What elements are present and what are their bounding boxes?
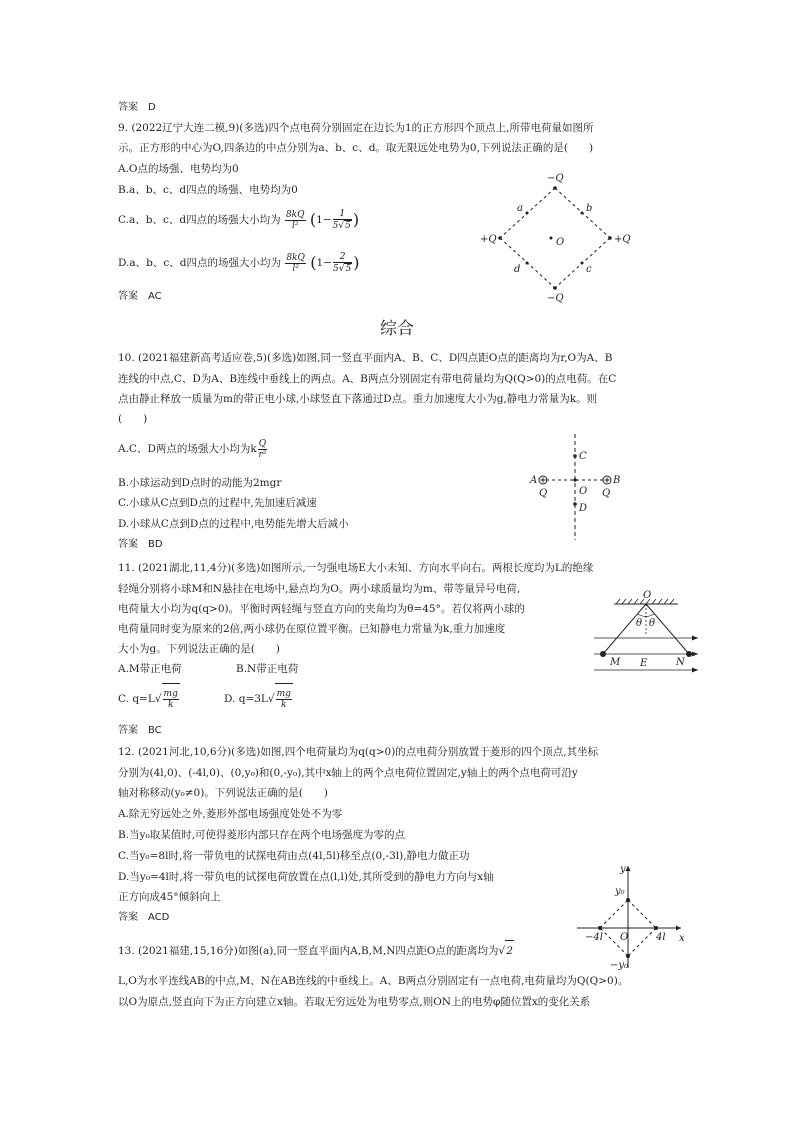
radical-fraction <box>163 689 179 710</box>
q13-stem-line-3: 以O为原点,竖直向下为正方向建立x轴。若取无穷远处为电势零点,则ON上的电势φ随位置x的变化关系 <box>118 996 591 1008</box>
label-neg-4l: −4l <box>585 932 603 943</box>
q9-option-b: B.a、b、c、d四点的场强、电势均为0 <box>118 184 298 196</box>
q11-stem-line-4: 电荷量同时变为原来的2倍,两小球仍在原位置平衡。已知静电力常量为k,重力加速度 <box>118 623 506 635</box>
label-origin: O <box>620 932 629 943</box>
point-d-dot <box>573 502 577 506</box>
q10-stem-line-3: 点由静止释放一质量为m的带正电小球,小球竖直下落通过D点。重力加速度大小为g,静电力常量为k。则 <box>118 393 598 405</box>
fraction-numerator: 8kQ <box>285 209 305 220</box>
close-paren: ) <box>353 253 360 272</box>
field-arrow-icon <box>692 668 698 673</box>
charge-bottom-dot <box>553 286 557 290</box>
field-arrow-icon <box>692 652 698 657</box>
label-d: D <box>579 503 588 514</box>
q9-option-c-small-fraction <box>333 209 352 231</box>
center-dot <box>550 237 553 240</box>
fraction-denominator: k <box>281 699 287 710</box>
midpoint-a-dot <box>526 212 529 215</box>
label-center-o: O <box>556 237 565 248</box>
q10-stem-line-2: 连线的中点,C、D为A、B连线中垂线上的两点。A、B两点分别固定有带电荷量均为Q(Q>0)的点电荷。在C <box>118 373 617 385</box>
ball-m <box>600 651 606 657</box>
q10-charge-diagram <box>520 432 630 542</box>
q12-option-b: B.当y₀取某值时,可使得菱形内部只存在两个电场强度为零的点 <box>118 829 406 841</box>
label-b: B <box>613 475 621 486</box>
fraction-denominator: k <box>167 699 174 710</box>
open-paren: ( <box>310 253 317 272</box>
label-left-charge: +Q <box>480 234 497 245</box>
q13-stem-line-1: 13. (2021福建,15,16分)如图(a),同一竖直平面内A,B,M,N四点距O点的距离均为√2 <box>118 940 514 961</box>
q12-option-d-line-1: D.当y₀=4l时,将一带负电的试探电荷放置在点(l,l)处,其所受到的静电力方向与x轴 <box>118 871 494 883</box>
point-o-dot <box>573 478 577 482</box>
label-neg-y0: −y₀ <box>610 960 629 971</box>
label-e: E <box>640 658 648 669</box>
midpoint-d-dot <box>526 262 529 265</box>
q9-square-diagram <box>470 170 640 305</box>
q11-option-c-radical <box>162 683 180 714</box>
midpoint-c-dot <box>581 262 584 265</box>
q12-answer: 答案 ACD <box>118 912 170 923</box>
charge-right-dot <box>608 236 612 240</box>
charge-left-dot <box>598 926 602 930</box>
q11-option-c: C. q=L√ $\frac{mg}{k}$ <box>118 683 180 714</box>
label-theta-right: θ <box>649 618 656 629</box>
ball-n <box>686 651 692 657</box>
q9-option-c-text: C.a、b、c、d四点的场强大小均为 <box>118 214 281 226</box>
charge-top-dot <box>553 186 557 190</box>
label-o: O <box>579 486 588 497</box>
label-right-charge: +Q <box>614 234 631 245</box>
charge-a-plus-icon <box>539 476 547 484</box>
midpoint-b-dot <box>581 212 584 215</box>
q11-answer: 答案 BC <box>118 725 162 736</box>
q9-stem-line-2: 示。正方形的中心为O,四条边的中点分别为a、b、c、d。取无限远处电势为0,下列说法正确的是( ) <box>118 142 594 154</box>
q11-option-d: D. q=3L√ $\frac{mg}{k}$ <box>224 683 293 714</box>
q11-stem-line-1: 11. (2021湖北,11,4分)(多选)如图所示,一匀强电场E大小未知、方向水平向右。两根长度均为L的绝缘 <box>118 562 594 574</box>
label-4l: 4l <box>656 932 666 943</box>
label-a: A <box>530 475 538 486</box>
y-axis-arrow-icon <box>626 866 631 871</box>
charge-b-plus-icon <box>603 476 611 484</box>
label-n: N <box>676 657 685 668</box>
q12-option-d-line-2: 正方向成45°倾斜向上 <box>118 891 221 903</box>
fraction-denominator: l² <box>291 220 299 231</box>
den-coefficient: 5 <box>332 264 339 274</box>
q13-radical: 2 <box>505 940 514 961</box>
label-y: y <box>620 864 626 875</box>
q12-stem-line-1: 12. (2021河北,10,6分)(多选)如图,四个电荷量均为q(q>0)的点电荷分别放置于菱形的四个顶点,其坐标 <box>118 746 599 758</box>
one: 1 <box>316 257 324 269</box>
q9-option-d-text: D.a、b、c、d四点的场强大小均为 <box>118 257 281 269</box>
fraction-numerator: mg <box>163 688 178 699</box>
fraction-denominator: l² <box>292 263 299 274</box>
charge-top-dot <box>626 898 630 902</box>
fraction-denominator: r² <box>258 449 267 460</box>
q12-stem-line-3: 轴对称移动(y₀≠0)。下列说法正确的是( ) <box>118 787 329 799</box>
q11-option-d-radical <box>275 683 293 714</box>
label-d: d <box>514 264 521 275</box>
q9-option-c <box>118 205 359 235</box>
q9-prev-answer: 答案 D <box>118 102 156 113</box>
den-coefficient: 5 <box>332 221 339 231</box>
label-o: O <box>643 590 652 601</box>
q10-option-d: D.小球从C点到D点的过程中,电势能先增大后减小 <box>118 518 349 530</box>
label-theta-left: θ <box>636 618 643 629</box>
q10-stem-line-4: ( ) <box>118 413 148 425</box>
charge-bottom-dot <box>626 954 630 958</box>
minus-sign: − <box>323 257 332 269</box>
label-a: a <box>517 203 523 214</box>
q10-option-b: B.小球运动到D点时的动能为2mgr <box>118 477 282 489</box>
label-x: x <box>679 933 685 944</box>
q10-stem-line-1: 10. (2021福建新高考适应卷,5)(多选)如图,同一竖直平面内A、B、C、D四点距O点的距离均为r,O为A、B <box>118 352 613 364</box>
q9-option-a: A.O点的场强、电势均为0 <box>118 163 239 175</box>
den-radicand: 5 <box>345 221 351 231</box>
q10-option-a-fraction <box>258 439 267 460</box>
q9-option-d-small-fraction <box>333 252 352 274</box>
q10-option-c: C.小球从C点到D点的过程中,先加速后减速 <box>118 497 317 509</box>
q11-option-a: A.M带正电荷 <box>118 663 182 675</box>
q12-stem-line-2: 分别为(4l,0)、(-4l,0)、(0,y₀)和(0,-y₀),其中x轴上的两个点电荷位置固定,y轴上的两个点电荷可沿y <box>118 767 578 779</box>
label-c: C <box>579 451 587 462</box>
open-paren: ( <box>309 210 317 229</box>
fraction-numerator: 1 <box>333 209 352 220</box>
q13-stem-line-1-text: 13. (2021福建,15,16分)如图(a),同一竖直平面内A,B,M,N四点距O点的距离均为 <box>118 945 499 957</box>
field-arrow-icon <box>692 636 698 641</box>
q11-option-c-text: C. q=L <box>118 693 155 705</box>
q12-option-c: C.当y₀=8l时,将一带负电的试探电荷由点(4l,5l)移至点(0,-3l),静电力做正功 <box>118 850 470 862</box>
label-bottom-charge: −Q <box>547 293 564 304</box>
q12-rhombus-diagram <box>573 862 693 970</box>
label-c: c <box>586 264 592 275</box>
q11-option-d-text: D. q=3L <box>224 693 268 705</box>
label-y0: y₀ <box>615 886 625 897</box>
q9-stem-line-1: 9. (2022辽宁大连二模,9)(多选)四个点电荷分别固定在边长为1的正方形四个顶点上,所带电荷量如图所 <box>118 122 594 134</box>
fraction-numerator: 8kQ <box>286 252 305 263</box>
point-c-dot <box>573 454 577 458</box>
one: 1 <box>316 214 323 226</box>
q11-stem-line-2: 轻绳分别将小球M和N悬挂在电场中,悬点均为O。两小球质量均为m、带等量异号电荷, <box>118 583 521 595</box>
label-b: b <box>586 203 593 214</box>
charge-left-dot <box>498 236 502 240</box>
radical-fraction <box>276 689 292 710</box>
x-axis-arrow-icon <box>676 926 681 931</box>
q9-option-c-fraction <box>285 210 306 231</box>
label-top-charge: −Q <box>547 173 564 184</box>
q11-option-b: B.N带正电荷 <box>236 663 299 675</box>
q9-option-d-fraction <box>285 253 306 274</box>
q10-answer: 答案 BD <box>118 539 163 550</box>
q12-option-a: A.除无穷远处之外,菱形外部电场强度处处不为零 <box>118 808 343 820</box>
q10-option-a-text: A.C、D两点的场强大小均为k <box>118 443 257 455</box>
q10-option-a <box>118 436 268 462</box>
fraction-denominator: 5√5 <box>332 264 352 274</box>
fraction-denominator: 5√5 <box>332 221 351 231</box>
q11-stem-line-3: 电荷量大小均为q(q>0)。平衡时两轻绳与竖直方向的夹角均为θ=45°。若仅将两小球的 <box>118 603 525 615</box>
fraction-numerator: Q <box>258 438 267 449</box>
close-paren: ) <box>352 210 360 229</box>
label-q-left: Q <box>539 488 548 499</box>
string-n <box>646 604 689 654</box>
section-title: 综合 <box>380 319 414 339</box>
label-q-right: Q <box>602 488 611 499</box>
q9-option-d <box>118 248 359 278</box>
q9-answer: 答案 AC <box>118 291 162 302</box>
q11-stem-line-5: 大小为g。下列说法正确的是( ) <box>118 643 280 655</box>
minus-sign: − <box>322 214 332 226</box>
q11-pendulum-diagram <box>590 590 702 682</box>
label-m: M <box>610 657 621 668</box>
q13-stem-line-2: L,O为水平连线AB的中点,M、N在AB连线的中垂线上。A、B两点分别固定有一点电荷,电荷量均为Q(Q>0)。 <box>118 975 629 987</box>
fraction-numerator: mg <box>276 688 291 699</box>
charge-right-dot <box>654 926 658 930</box>
den-radicand: 5 <box>345 264 352 274</box>
fraction-numerator: 2 <box>333 252 352 263</box>
string-m <box>603 604 646 654</box>
